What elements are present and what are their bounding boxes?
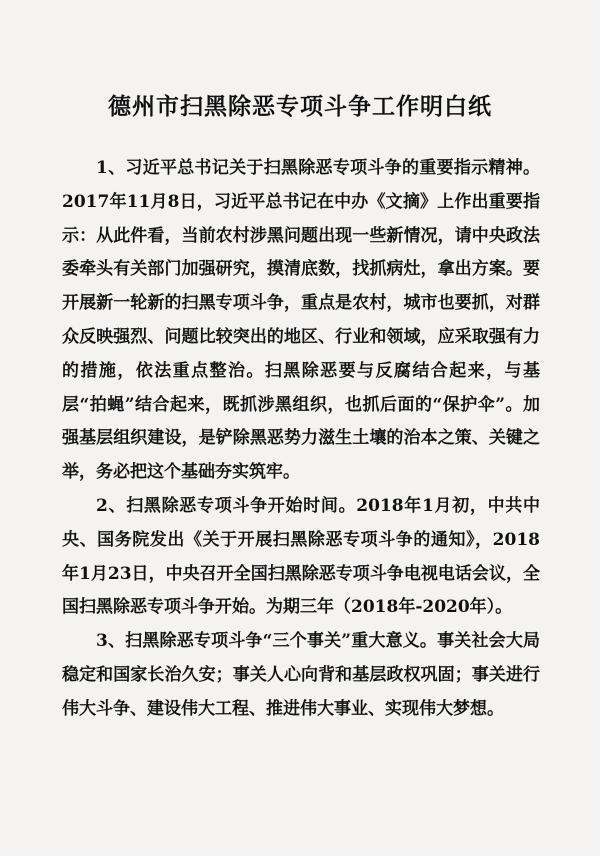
paragraph-2: 2、扫黑除恶专项斗争开始时间。2018年1月初，中共中央、国务院发出《关于开展扫黑除恶专项斗争的通知》，2018年1月23日，中央召开全国扫黑除恶专项斗争电视电话会议，全国扫黑除恶专项斗争开始。为期三年（2018年-2020年）。 [62, 495, 540, 618]
paragraph-3: 3、扫黑除恶专项斗争“三个事关”重大意义。事关社会大局稳定和国家长治久安；事关人心向背和基层政权巩固；事关进行伟大斗争、建设伟大工程、推进伟大事业、实现伟大梦想。 [62, 631, 540, 719]
document-body [62, 152, 540, 727]
paragraph-1: 1、习近平总书记关于扫黑除恶专项斗争的重要指示精神。2017年11月8日，习近平总书记在中办《文摘》上作出重要指示：从此件看，当前农村涉黑问题出现一些新情况，请中央政法委牵头有关部门加强研究，摸清底数，找抓病灶，拿出方案。要开展新一轮新的扫黑专项斗争，重点是农村，城市也要抓，对群众反映强烈、问题比较突出的地区、行业和领域，应采取强有力的措施，依法重点整治。扫黑除恶要与反腐结合起来，与基层“拍蝇”结合起来，既抓涉黑组织，也抓后面的“保护伞”。加强基层组织建设，是铲除黑恶势力滋生土壤的治本之策、关键之举，务必把这个基础夯实筑牢。 [62, 158, 540, 483]
document-title: 德州市扫黑除恶专项斗争工作明白纸 [108, 93, 492, 120]
